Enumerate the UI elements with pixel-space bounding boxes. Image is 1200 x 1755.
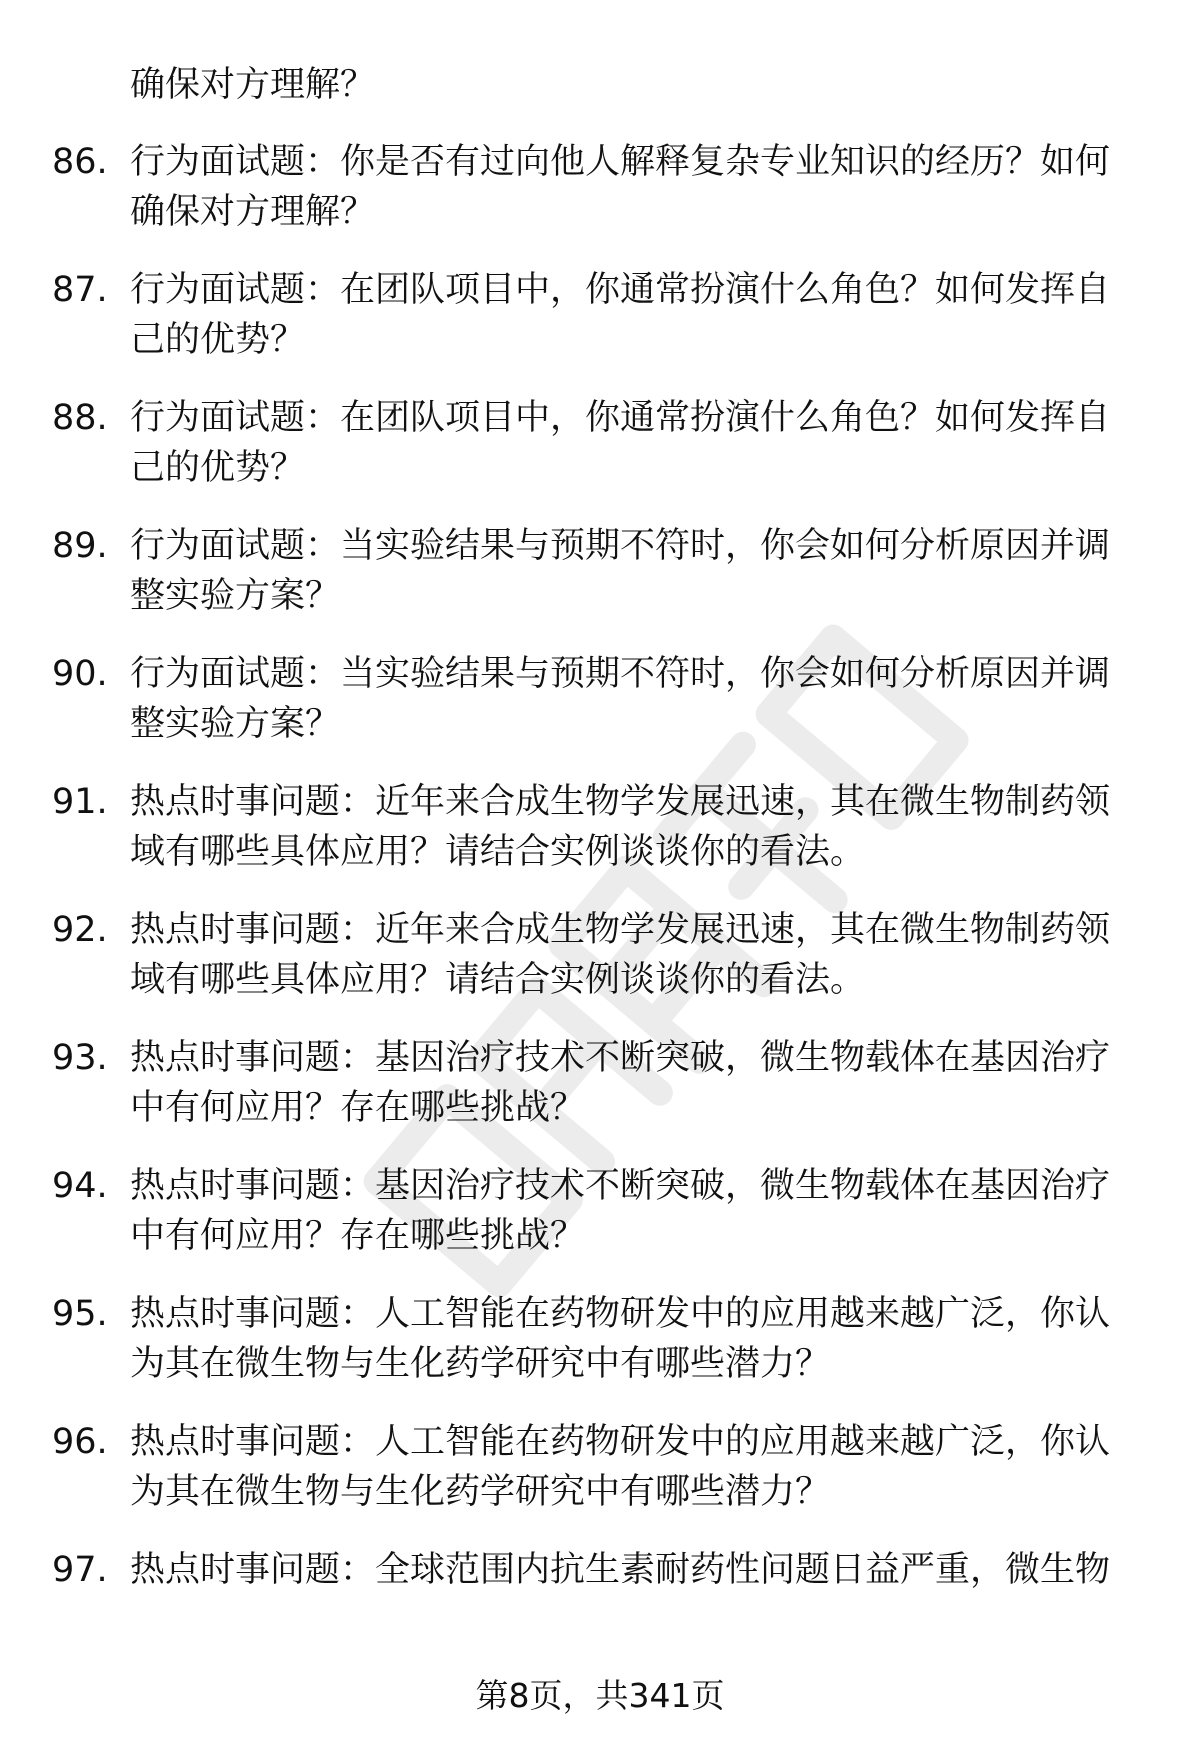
question-number: 96. [52, 1422, 108, 1462]
question-text [130, 265, 1140, 365]
question-text [130, 1545, 1140, 1595]
question-text [130, 649, 1140, 749]
question-line: 热点时事问题：近年来合成生物学发展迅速，其在微生物制药领 [130, 782, 1111, 822]
question-text [130, 1417, 1140, 1517]
question-text [130, 393, 1140, 493]
question-line: 中有何应用？存在哪些挑战？ [130, 1088, 586, 1128]
continuation-line: 确保对方理解？ [130, 65, 376, 105]
question-number: 86. [52, 142, 108, 182]
question-line: 行为面试题：在团队项目中，你通常扮演什么角色？如何发挥自 [130, 398, 1111, 438]
question-line: 中有何应用？存在哪些挑战？ [130, 1216, 586, 1256]
question-number: 94. [52, 1166, 108, 1206]
question-number: 90. [52, 654, 108, 694]
question-text [130, 1289, 1140, 1389]
question-line: 整实验方案？ [130, 704, 341, 744]
question-line: 确保对方理解？ [130, 192, 376, 232]
question-line: 热点时事问题：人工智能在药物研发中的应用越来越广泛，你认 [130, 1422, 1111, 1462]
question-line: 整实验方案？ [130, 576, 341, 616]
question-text [130, 905, 1140, 1005]
question-line: 热点时事问题：全球范围内抗生素耐药性问题日益严重，微生物 [130, 1550, 1111, 1590]
question-line: 为其在微生物与生化药学研究中有哪些潜力？ [130, 1344, 831, 1384]
question-line: 域有哪些具体应用？请结合实例谈谈你的看法。 [130, 832, 866, 872]
question-number: 97. [52, 1550, 108, 1590]
question-line: 己的优势？ [130, 320, 306, 360]
question-text [130, 1161, 1140, 1261]
question-number: 87. [52, 270, 108, 310]
question-number: 93. [52, 1038, 108, 1078]
question-line: 行为面试题：当实验结果与预期不符时，你会如何分析原因并调 [130, 526, 1111, 566]
question-line: 热点时事问题：基因治疗技术不断突破，微生物载体在基因治疗 [130, 1166, 1111, 1206]
question-number: 92. [52, 910, 108, 950]
question-line: 热点时事问题：近年来合成生物学发展迅速，其在微生物制药领 [130, 910, 1111, 950]
page-footer: 第8页，共341页 [475, 1676, 725, 1715]
question-line: 行为面试题：你是否有过向他人解释复杂专业知识的经历？如何 [130, 142, 1111, 182]
question-line: 己的优势？ [130, 448, 306, 488]
question-line: 行为面试题：当实验结果与预期不符时，你会如何分析原因并调 [130, 654, 1111, 694]
question-line: 行为面试题：在团队项目中，你通常扮演什么角色？如何发挥自 [130, 270, 1111, 310]
question-text [130, 521, 1140, 621]
question-number: 95. [52, 1294, 108, 1334]
question-line: 域有哪些具体应用？请结合实例谈谈你的看法。 [130, 960, 866, 1000]
question-line: 热点时事问题：基因治疗技术不断突破，微生物载体在基因治疗 [130, 1038, 1111, 1078]
question-number: 91. [52, 782, 108, 822]
question-number: 88. [52, 398, 108, 438]
question-text [130, 137, 1140, 237]
question-number: 89. [52, 526, 108, 566]
question-line: 热点时事问题：人工智能在药物研发中的应用越来越广泛，你认 [130, 1294, 1111, 1334]
question-text [130, 777, 1140, 877]
question-line: 为其在微生物与生化药学研究中有哪些潜力？ [130, 1472, 831, 1512]
question-text [130, 1033, 1140, 1133]
